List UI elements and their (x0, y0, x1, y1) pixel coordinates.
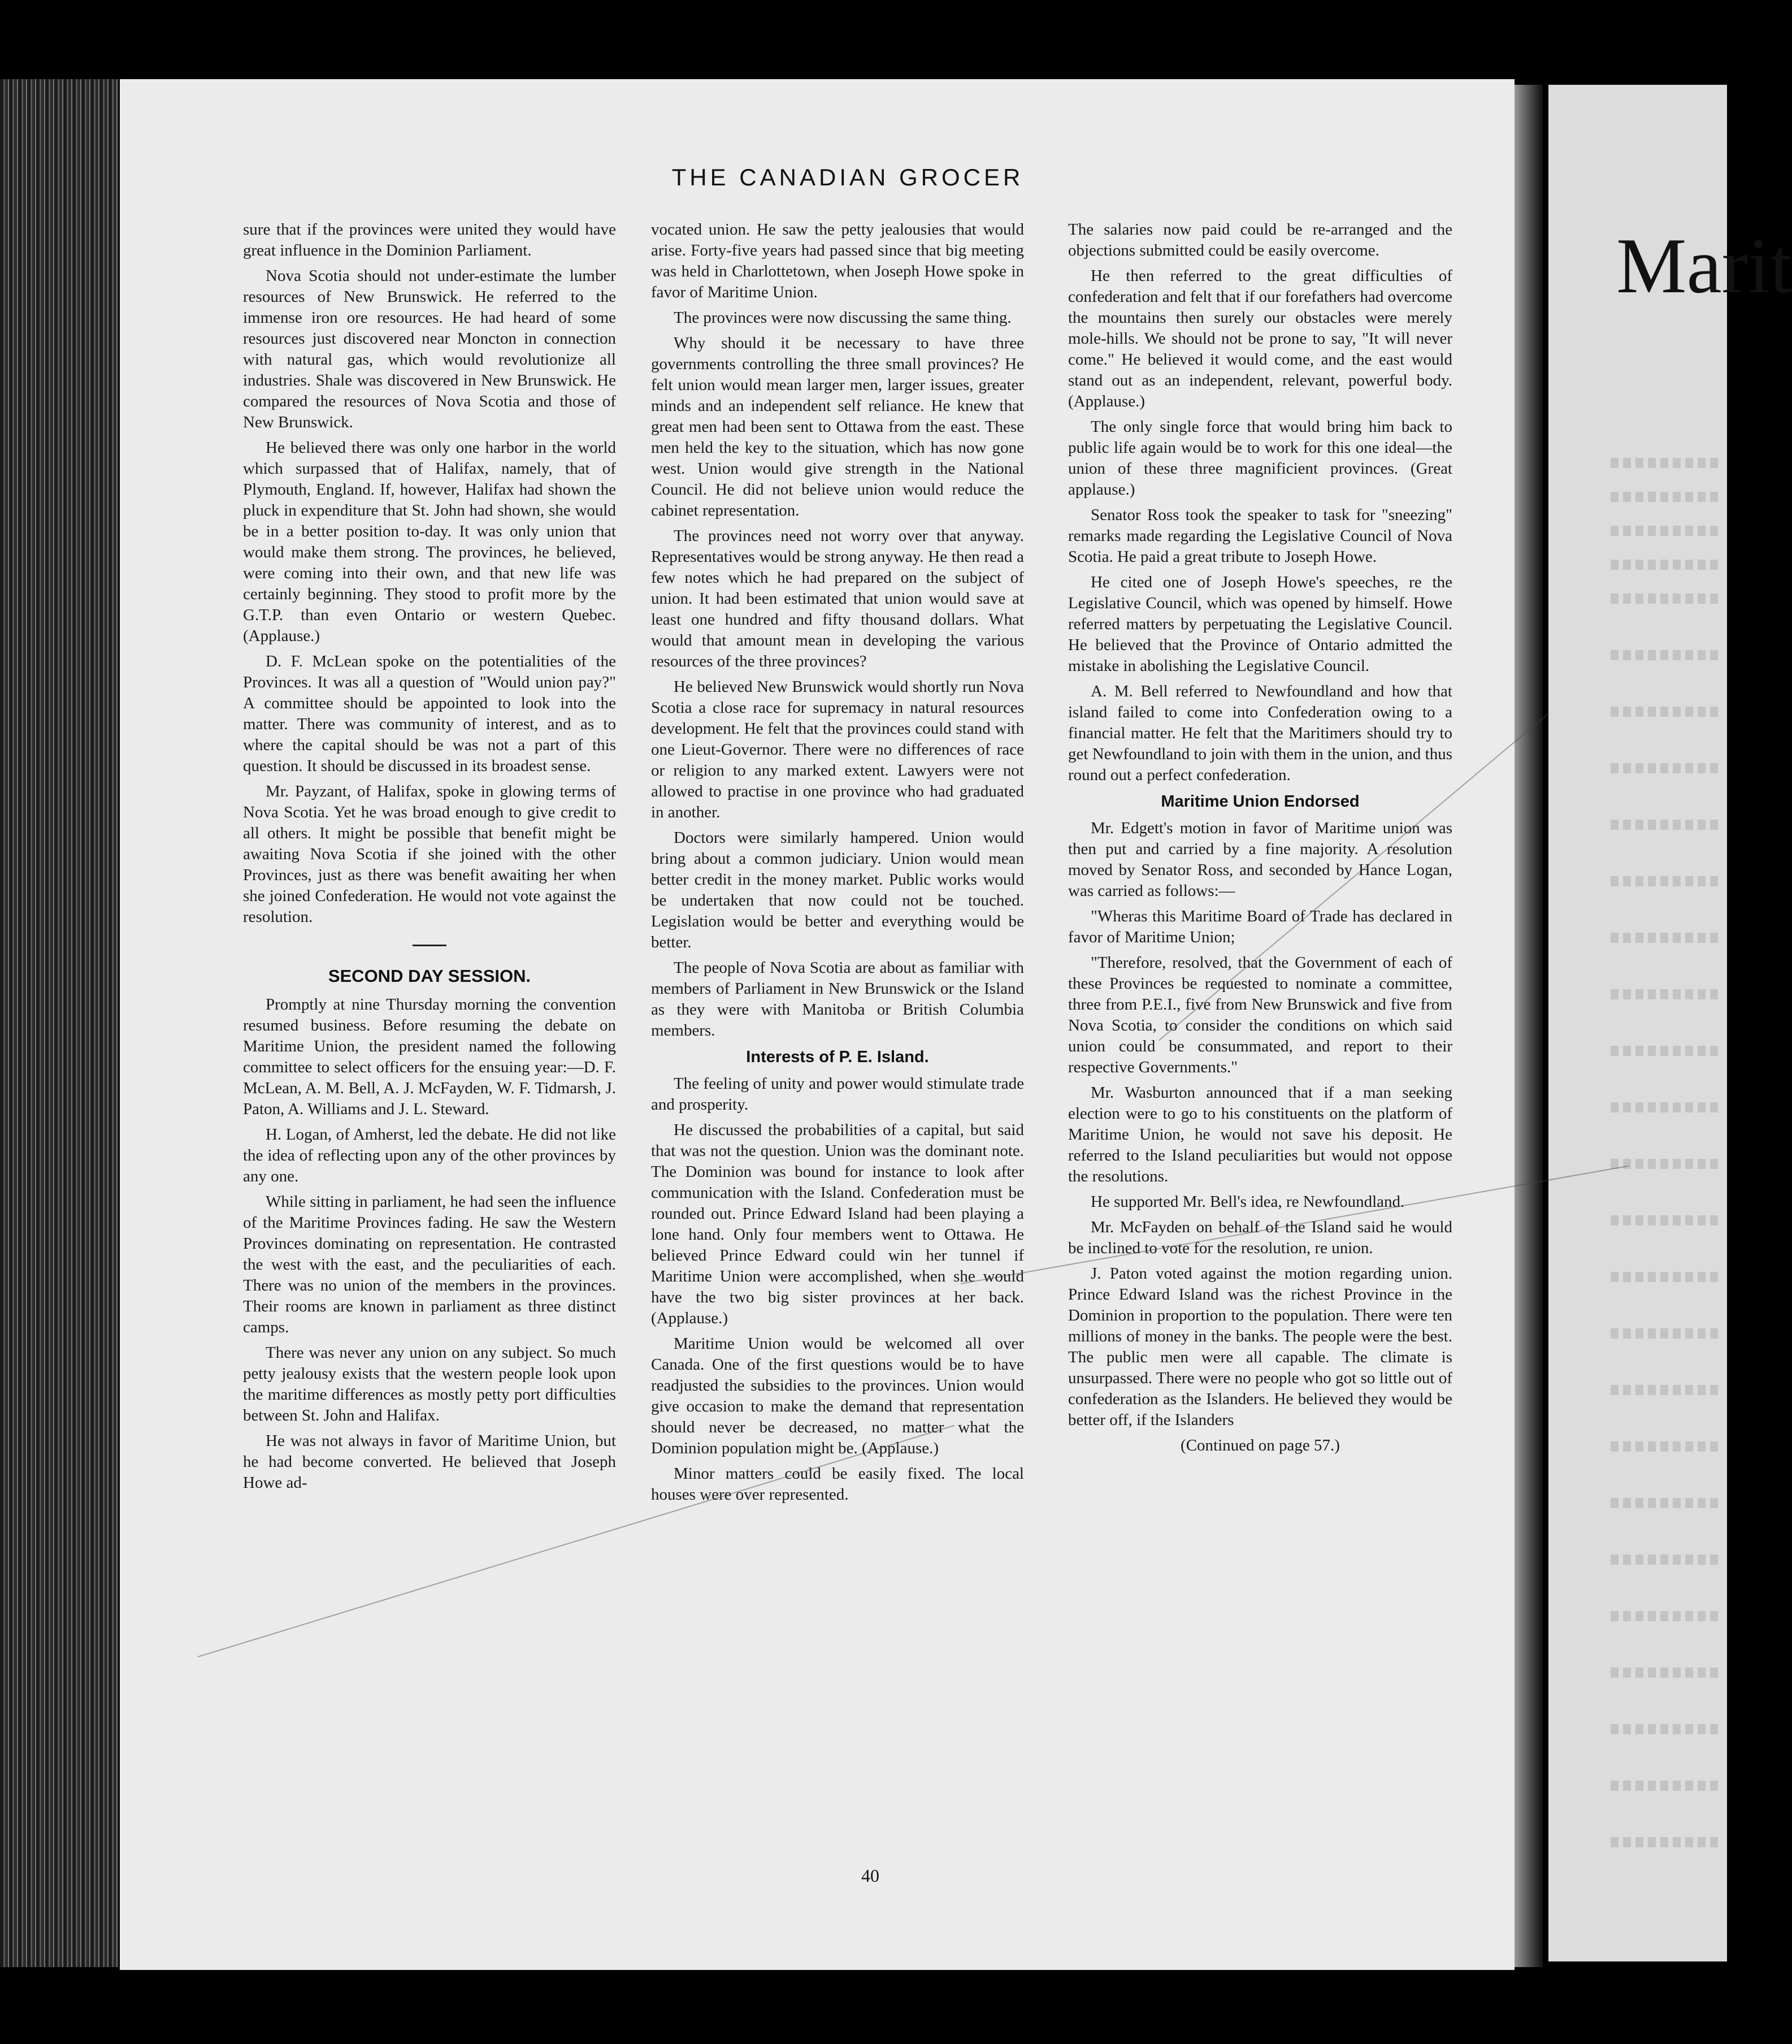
paragraph: The salaries now paid could be re-arranged and the objections submitted could be easily overcome. (1068, 220, 1452, 259)
faint-text-line (1611, 707, 1718, 717)
faint-text-line (1611, 1272, 1718, 1282)
paragraph: Maritime Union would be welcomed all over Canada. One of the first questions would be to have readjusted the subsidies to the provinces. Union would give occasion to make the demand that representation should never be decreased, no matter what the Dominion population might be. (Applause.) (651, 1335, 1024, 1457)
running-head: THE CANADIAN GROCER (671, 164, 1024, 190)
faint-text-line (1611, 989, 1718, 999)
paragraph: Mr. Wasburton announced that if a man seeking election were to go to his constituents on the platform of Maritime Union, he would not save his deposit. He referred to the Island peculiarities but would not oppose the resolutions. (1068, 1084, 1452, 1185)
paragraph: While sitting in parliament, he had seen the influence of the Maritime Provinces fading. He saw the Western Provinces dominating on representation. He contrasted the west with the east, and the peculiarities of each. There was no union of the members in the provinces. Their rooms are known in parliament as three distinct camps. (243, 1193, 616, 1336)
paragraph: sure that if the provinces were united they would have great influence in the Dominion Parliament. (243, 220, 616, 259)
paragraph: Nova Scotia should not under-estimate the lumber resources of New Brunswick. He referred to the immense iron ore resources. He had heard of some resources just discovered near Moncton in connection with natural gas, which would revolutionize all industries. Shale was discovered in New Brunswick. He compared the resources of Nova Scotia and those of New Brunswick. (243, 267, 616, 431)
faint-text-line (1611, 1554, 1718, 1565)
paragraph: Senator Ross took the speaker to task for "sneezing" remarks made regarding the Legislative Council of Nova Scotia. He paid a great tribute to Joseph Howe. (1068, 506, 1452, 566)
faint-text-line (1611, 876, 1718, 886)
section-heading: SECOND DAY SESSION. (328, 966, 531, 986)
paragraph: J. Paton voted against the motion regarding union. Prince Edward Island was the richest Province in the Dominion in proportion to the population. There were ten millions of money in the banks. The people were the best. The public men were all capable. The climate is unsurpassed. There were no people who got so little out of confederation as the Islanders. He believed they would be better off, if the Islanders (1068, 1264, 1452, 1429)
paragraph: Promptly at nine Thursday morning the convention resumed business. Before resuming the debate on Maritime Union, the president named the following committee to select officers for the ensuing year:—D. F. McLean, A. M. Bell, A. J. McFayden, W. F. Tidmarsh, J. Paton, A. Williams and J. L. Steward. (243, 995, 616, 1118)
paragraph: The only single force that would bring him back to public life again would be to work for this one ideal—the union of these three magnificient provinces. (Great applause.) (1068, 418, 1452, 499)
paragraph: H. Logan, of Amherst, led the debate. He did not like the idea of reflecting upon any of the other provinces by any one. (243, 1125, 616, 1185)
page-gutter (1515, 85, 1543, 1967)
faint-text-line (1611, 560, 1718, 570)
paragraph: The people of Nova Scotia are about as familiar with members of Parliament in New Brunswick or the Island as they were with Manitoba or British Columbia members. (651, 959, 1024, 1040)
paragraph: He then referred to the great difficulties of confederation and felt that if our forefathers had overcome the mountains then surely our obstacles were merely mole-hills. We should not be prone to say, "It will never come." He believed it would come, and the east would stand out as an independent, relevant, powerful body. (Applause.) (1068, 267, 1452, 410)
facing-page-title: Marit (1616, 222, 1792, 310)
paragraph: He was not always in favor of Maritime Union, but he had become converted. He believed that Joseph Howe ad- (243, 1432, 616, 1492)
faint-text-line (1611, 1724, 1718, 1734)
paragraph: There was never any union on any subject. So much petty jealousy exists that the western people look upon the maritime differences as mostly petty port difficulties between St. John and Halifax. (243, 1344, 616, 1424)
paragraph: The provinces need not worry over that anyway. Representatives would be strong anyway. He then read a few notes which he had prepared on the subject of union. It had been estimated that union would save at least one hundred and fifty thousand dollars. What would that amount mean in developing the various resources of the three provinces? (651, 527, 1024, 670)
faint-text-line (1611, 1328, 1718, 1339)
article-column-2 (651, 219, 1024, 1510)
paragraph: Mr. McFayden on behalf of the Island said he would be inclined to vote for the resolution, re union. (1068, 1218, 1452, 1257)
paragraph: A. M. Bell referred to Newfoundland and how that island failed to come into Confederation owing to a financial matter. He felt that the Maritimers should try to get Newfoundland to join with them in the union, and thus round out a perfect confederation. (1068, 682, 1452, 784)
subheading: Maritime Union Endorsed (1161, 793, 1360, 811)
paragraph: "Wheras this Maritime Board of Trade has declared in favor of Maritime Union; (1068, 907, 1452, 946)
faint-text-line (1611, 1668, 1718, 1678)
paragraph: Why should it be necessary to have three governments controlling the three small provinces? He felt union would mean larger men, larger issues, greater minds and an independent self reliance. He knew that great men had been sent to Ottawa from the east. These men held the key to the situation, which has now gone west. Union would give strength in the National Council. He did not believe union would reduce the cabinet representation. (651, 334, 1024, 519)
paragraph: He discussed the probabilities of a capital, but said that was not the question. Union was the dominant note. The Dominion was bound for instance to look after communication with the Island. Confederation must be rounded out. Prince Edward Island had been playing a lone hand. Only four members went to Ottawa. He believed Prince Edward could win her tunnel if Maritime Union were accomplished, when she would have the two big sister provinces at her back. (Applause.) (651, 1121, 1024, 1327)
subheading: Interests of P. E. Island. (746, 1048, 929, 1066)
paragraph: He cited one of Joseph Howe's speeches, re the Legislative Council, which was opened by himself. Howe referred matters by perpetuating the Legislative Council. He believed that the Province of Ontario admitted the mistake in abolishing the Legislative Council. (1068, 573, 1452, 675)
paragraph: Doctors were similarly hampered. Union would bring about a common judiciary. Union would mean better credit in the money market. Public works would be undertaken that now could not be touched. Legislation would be better and everything would be better. (651, 829, 1024, 951)
article-column-3 (1068, 219, 1452, 1461)
faint-text-line (1611, 1159, 1718, 1169)
paragraph: He believed there was only one harbor in the world which surpassed that of Halifax, namely, that of Plymouth, England. If, however, Halifax had shown the pluck in expenditure that St. John had shown, she would be in a better position to-day. It was only union that would make them strong. The provinces, he believed, were coming into their own, and that new life was certainly beginning. They stood to profit more by the G.T.P. than even Ontario or western Quebec. (Applause.) (243, 439, 616, 645)
faint-text-line (1611, 1611, 1718, 1621)
faint-text-line (1611, 1046, 1718, 1056)
article-column-1 (243, 219, 616, 1498)
paragraph: D. F. McLean spoke on the potentialities of the Provinces. It was all a question of "Would union pay?" A committee should be appointed to look into the matter. There was community of interest, and as to where the capital should be was not a part of this question. It should be discussed in its broadest sense. (243, 652, 616, 775)
faint-text-line (1611, 526, 1718, 536)
faint-text-line (1611, 1498, 1718, 1508)
page-number: 40 (861, 1865, 879, 1886)
paragraph: "Therefore, resolved, that the Government of each of these Provinces be requested to nominate a committee, three from P.E.I., five from New Brunswick and five from Nova Scotia, to consider the conditions on which said union could be consummated, and report to their respective Governments." (1068, 954, 1452, 1076)
paragraph: He supported Mr. Bell's idea, re Newfoundland. (1091, 1193, 1405, 1211)
faint-text-line (1611, 1781, 1718, 1791)
faint-text-line (1611, 650, 1718, 660)
faint-text-line (1611, 1215, 1718, 1225)
faint-text-line (1611, 458, 1718, 468)
paragraph: Minor matters could be easily fixed. The local houses were over represented. (651, 1465, 1024, 1504)
paragraph: The provinces were now discussing the same thing. (674, 309, 1012, 327)
section-divider (413, 945, 446, 946)
faint-text-line (1611, 820, 1718, 830)
book-spine (0, 79, 119, 1967)
paragraph: Mr. Edgett's motion in favor of Maritime union was then put and carried by a fine majority. A resolution moved by Senator Ross, and seconded by Hance Logan, was carried as follows:— (1068, 819, 1452, 900)
faint-text-line (1611, 492, 1718, 502)
facing-page (1548, 85, 1792, 1961)
faint-text-line (1611, 763, 1718, 773)
faint-text-line (1611, 594, 1718, 604)
faint-text-line (1611, 1102, 1718, 1112)
faint-text-line (1611, 1441, 1718, 1452)
faint-text-line (1611, 1385, 1718, 1395)
paragraph: The feeling of unity and power would stimulate trade and prosperity. (651, 1075, 1024, 1114)
continued-note: (Continued on page 57.) (1181, 1436, 1340, 1454)
paragraph: vocated union. He saw the petty jealousies that would arise. Forty-five years had passed since that big meeting was held in Charlottetown, when Joseph Howe spoke in favor of Maritime Union. (651, 220, 1024, 301)
paragraph: He believed New Brunswick would shortly run Nova Scotia a close race for supremacy in natural resources development. He felt that the provinces could stand with one Lieut-Governor. There were no differences of race or religion to any marked extent. Lawyers were not allowed to practise in one province who had graduated in another. (651, 678, 1024, 821)
faint-text-line (1611, 1837, 1718, 1847)
faint-text-line (1611, 933, 1718, 943)
paragraph: Mr. Payzant, of Halifax, spoke in glowing terms of Nova Scotia. Yet he was broad enough to give credit to all others. It might be possible that benefit might be awaiting Nova Scotia if she joined with the other Provinces, just as there was benefit awaiting her when she joined Confederation. He would not vote against the resolution. (243, 782, 616, 926)
